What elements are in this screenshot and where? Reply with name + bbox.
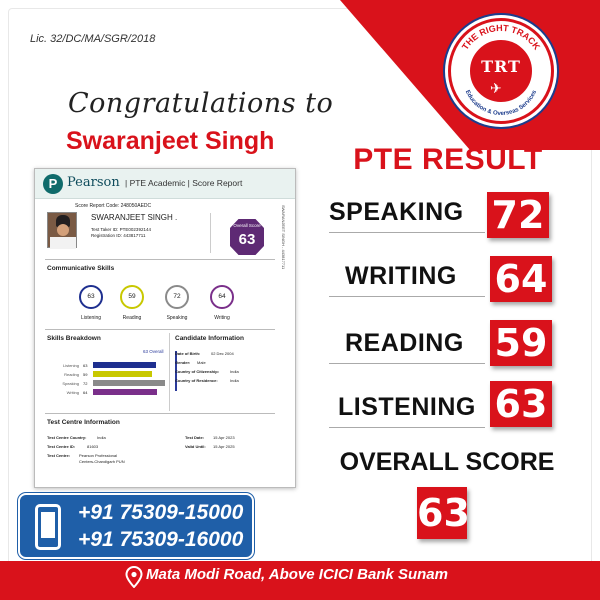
speaking-label: SPEAKING	[329, 198, 464, 226]
centre-id-label: Test Centre ID:	[47, 444, 76, 449]
listening-skill-label: Listening	[80, 315, 101, 321]
writing-skill-label: Writing	[214, 315, 230, 321]
overall-score-label: OVERALL SCORE	[339, 448, 555, 476]
report-side-text: SWARANJEET SINGH - 443817711	[281, 205, 286, 270]
candidate-name: SWARANJEET SINGH .	[91, 213, 178, 222]
divider	[45, 259, 275, 260]
phone-number-1[interactable]: +91 75309-15000	[78, 501, 244, 524]
report-title: | PTE Academic | Score Report	[125, 178, 243, 188]
candidate-info-heading: Candidate Information	[175, 335, 244, 342]
bar-value-writing: 64	[83, 390, 88, 395]
svg-text:THE RIGHT TRACK: THE RIGHT TRACK	[459, 22, 543, 52]
test-taker-id: Test Taker ID: PTE002392144	[91, 227, 151, 232]
bar-label-speaking: Speaking	[62, 381, 79, 386]
citizenship-label: Country of Citizenship:	[175, 369, 219, 374]
reading-skill-label: Reading	[122, 315, 142, 321]
divider	[329, 427, 485, 428]
centre-line2: Centers-Chandigarh PUN	[79, 459, 125, 464]
test-date-label: Test Date:	[185, 435, 205, 440]
divider	[210, 213, 211, 253]
airplane-icon: ✈	[490, 80, 502, 96]
reading-skill-ring: 59	[120, 285, 144, 309]
listening-skill-ring: 63	[79, 285, 103, 309]
test-date-value: 15 Apr 2023	[213, 435, 235, 440]
residence-label: Country of Residence:	[175, 378, 218, 383]
centre-country-label: Test Centre Country:	[47, 435, 87, 440]
dob-label: Date of Birth:	[175, 351, 201, 356]
bar-value-speaking: 72	[83, 381, 88, 386]
centre-line1: Pearson Professional	[79, 453, 118, 458]
reading-label: READING	[345, 329, 464, 357]
bar-reading	[93, 371, 152, 377]
speaking-score: 72	[487, 192, 549, 238]
candidate-photo	[47, 212, 77, 248]
divider	[169, 333, 170, 411]
writing-label: WRITING	[345, 262, 457, 290]
centre-country-value: India	[97, 435, 106, 440]
residence-value: India	[230, 378, 239, 383]
writing-skill-ring: 64	[210, 285, 234, 309]
location-pin-icon	[125, 566, 143, 588]
bar-label-reading: Reading	[64, 372, 79, 377]
test-centre-heading: Test Centre Information	[47, 419, 120, 426]
dob-value: 02 Dec 2004	[211, 351, 234, 356]
bar-listening	[93, 362, 156, 368]
logo-emblem	[467, 37, 535, 105]
logo-abbrev: TRT	[481, 57, 521, 76]
svg-text:Education & Overseas Services: Education & Overseas Services	[463, 89, 539, 118]
trt-logo	[448, 18, 554, 124]
communicative-skills-heading: Communicative Skills	[47, 265, 115, 272]
phone-contact-box	[18, 493, 254, 559]
report-header	[35, 169, 295, 199]
overall-marker-label: 63 Overall	[143, 349, 164, 354]
bar-label-listening: Listening	[62, 363, 79, 368]
divider	[329, 363, 485, 364]
overall-score-label: Overall Score	[233, 223, 261, 228]
registration-id: Registration ID: 443817711	[91, 233, 146, 238]
divider	[329, 296, 485, 297]
overall-score-value: 63	[238, 231, 256, 248]
listening-label: LISTENING	[338, 393, 476, 421]
citizenship-value: India	[230, 369, 239, 374]
divider	[329, 232, 485, 233]
bar-writing	[93, 389, 157, 395]
skills-breakdown-heading: Skills Breakdown	[47, 335, 101, 342]
speaking-skill-ring: 72	[165, 285, 189, 309]
pearson-logo-icon: P	[43, 174, 63, 194]
report-code: Score Report Code: 248050AEDC	[75, 203, 152, 209]
report-brand: Pearson	[67, 175, 120, 190]
overall-score: 63	[417, 487, 467, 539]
pte-result-heading: PTE RESULT	[353, 143, 543, 176]
speaking-skill-label: Speaking	[166, 315, 188, 321]
centre-id-value: 81603	[87, 444, 99, 449]
centre-label: Test Centre:	[47, 453, 71, 458]
congratulations-text: Congratulations to	[68, 88, 334, 119]
reading-score: 59	[490, 320, 552, 366]
bar-speaking	[93, 380, 165, 386]
license-number: Lic. 32/DC/MA/SGR/2018	[30, 33, 156, 45]
address-text: Mata Modi Road, Above ICICI Bank Sunam	[146, 566, 448, 583]
listening-score: 63	[490, 381, 552, 427]
divider	[45, 329, 275, 330]
mobile-phone-icon	[35, 504, 61, 550]
valid-until-value: 15 Apr 2025	[213, 444, 235, 449]
gender-value: Male	[197, 360, 206, 365]
writing-score: 64	[490, 256, 552, 302]
valid-until-label: Valid Until:	[185, 444, 206, 449]
student-name: Swaranjeet Singh	[66, 127, 275, 155]
phone-number-2[interactable]: +91 75309-16000	[78, 528, 244, 551]
divider	[45, 413, 275, 414]
score-report-card	[34, 168, 296, 488]
gender-label: Gender:	[175, 360, 191, 365]
bar-value-reading: 59	[83, 372, 88, 377]
bar-label-writing: Writing	[66, 390, 79, 395]
bar-value-listening: 63	[83, 363, 88, 368]
